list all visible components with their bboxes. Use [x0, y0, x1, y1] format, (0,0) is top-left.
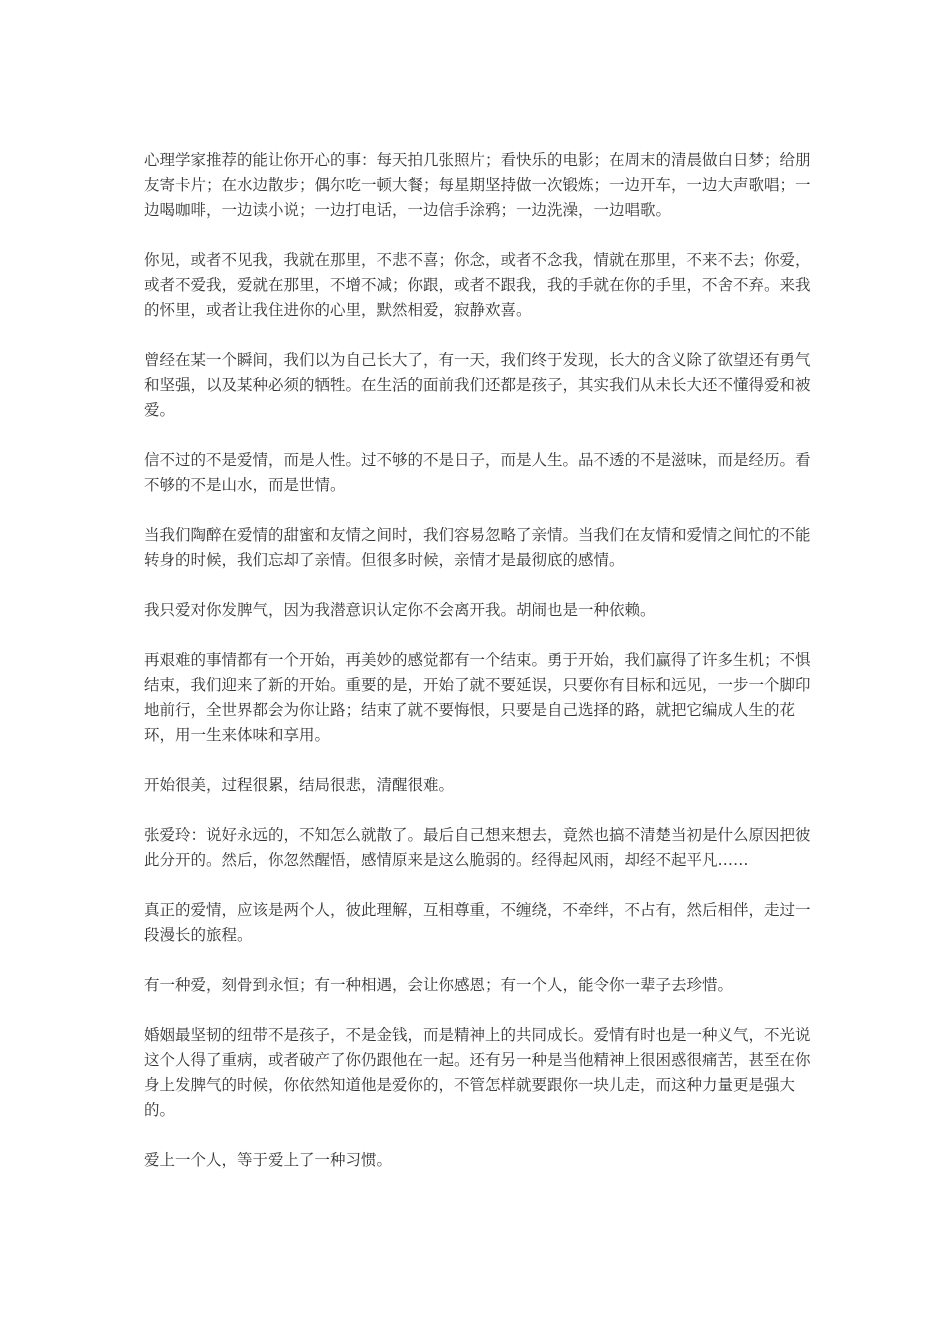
paragraph-marriage-bond: 婚姻最坚韧的纽带不是孩子，不是金钱，而是精神上的共同成长。爱情有时也是一种义气，不光说这个人得了重病，或者破产了你仍跟他在一起。还有另一种是当他精神上很困惑很痛苦，甚至在你身上发脾气的时候，你依然知道他是爱你的，不管怎样就要跟你一块儿走，而这种力量更是强大的。 — [144, 1026, 811, 1119]
paragraph-happy-things: 心理学家推荐的能让你开心的事：每天拍几张照片；看快乐的电影；在周末的清晨做白日梦；给朋友寄卡片；在水边散步；偶尔吃一顿大餐；每星期坚持做一次锻炼；一边开车，一边大声歌唱；一边喝咖啡，一边读小说；一边打电话，一边信手涂鸦；一边洗澡，一边唱歌。 — [144, 151, 811, 219]
paragraph-true-love: 真正的爱情，应该是两个人，彼此理解，互相尊重，不缠绕，不牵绊，不占有，然后相伴，走过一段漫长的旅程。 — [144, 901, 811, 944]
paragraph-growing-up: 曾经在某一个瞬间，我们以为自己长大了，有一天，我们终于发现，长大的含义除了欲望还有勇气和坚强，以及某种必须的牺牲。在生活的面前我们还都是孩子，其实我们从未长大还不懂得爱和被爱。 — [144, 351, 811, 419]
document-body — [144, 148, 812, 1198]
paragraph-one-kind-of-love: 有一种爱，刻骨到永恒；有一种相遇，会让你感恩；有一个人，能令你一辈子去珍惜。 — [144, 976, 734, 994]
paragraph-human-nature: 信不过的不是爱情，而是人性。过不够的不是日子，而是人生。品不透的不是滋味，而是经历。看不够的不是山水，而是世情。 — [144, 451, 811, 494]
paragraph-zhang-ailing-quote: 张爱玲：说好永远的，不知怎么就散了。最后自己想来想去，竟然也搞不清楚当初是什么原因把彼此分开的。然后，你忽然醒悟，感情原来是这么脆弱的。经得起风雨，却经不起平凡…… — [144, 826, 811, 869]
paragraph-temper: 我只爱对你发脾气，因为我潜意识认定你不会离开我。胡闹也是一种依赖。 — [144, 601, 656, 619]
paragraph-habit: 爱上一个人，等于爱上了一种习惯。 — [144, 1151, 393, 1169]
paragraph-family-love: 当我们陶醉在爱情的甜蜜和友情之间时，我们容易忽略了亲情。当我们在友情和爱情之间忙的不能转身的时候，我们忘却了亲情。但很多时候，亲情才是最彻底的感情。 — [144, 526, 811, 569]
paragraph-beautiful-start: 开始很美，过程很累，结局很悲，清醒很难。 — [144, 776, 455, 794]
paragraph-silent-love: 你见，或者不见我，我就在那里，不悲不喜；你念，或者不念我，情就在那里，不来不去；你爱，或者不爱我，爱就在那里，不增不减；你跟，或者不跟我，我的手就在你的手里，不舍不弃。来我的怀里，或者让我住进你的心里，默然相爱，寂静欢喜。 — [144, 251, 811, 319]
paragraph-beginning-end: 再艰难的事情都有一个开始，再美妙的感觉都有一个结束。勇于开始，我们赢得了许多生机；不惧结束，我们迎来了新的开始。重要的是，开始了就不要延误，只要你有目标和远见，一步一个脚印地前行，全世界都会为你让路；结束了就不要悔恨，只要是自己选择的路，就把它编成人生的花环，用一生来体味和享用。 — [144, 651, 811, 744]
